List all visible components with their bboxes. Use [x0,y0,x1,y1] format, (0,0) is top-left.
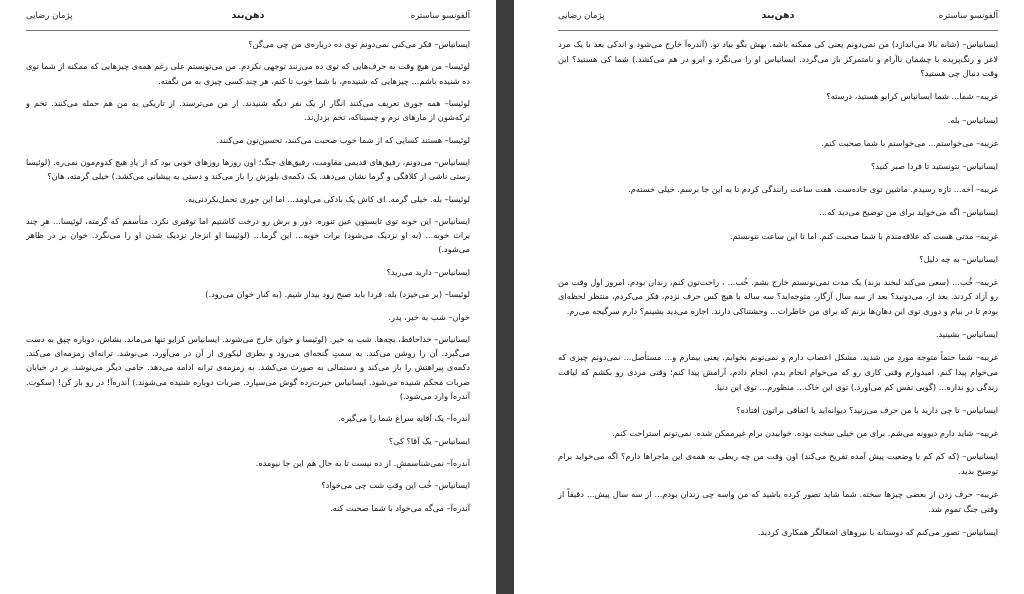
paragraph: ایسانیاس– نتونستید تا فردا صبر کنید؟ [870,160,998,171]
paragraph: لوئیسا– هستند کسایی که از شما خوب صحبت می‌کنند، تحسین‌تون می‌کنند. [216,134,470,145]
paragraph: ایسانیاس– بشینید. [935,329,998,340]
header-rule [26,30,470,31]
paragraph: آندره‌آ– می‌گه می‌خواد با شما صحبت کنه. [330,502,470,513]
paragraph: آندره‌آ– یک آقایه سراغ شما را می‌گیره. [338,413,470,424]
paragraph: ایسانیاس– خُب این وقتِ شب چی می‌خواد؟ [321,480,470,491]
paragraph: غریبه– شاید دارم دیوونه می‌شم. برای من خیلی سخت بوده. خوابیدن برام غیرممکن شده. نمی‌تونم استراحت کنم. [612,428,998,438]
header-rule [558,30,998,31]
paragraph: لوئیسا– (بر می‌خیزد) بله. فردا باید صبح زود بیدار شیم. (به کنار خوان می‌رود.) [205,289,470,300]
left-page [0,0,496,594]
page-header [558,0,998,30]
paragraph: ایسانیاس– (که کم کم با وضعیت پیش آمده تفریح می‌کند) اون وقت من چه ربطی به همه‌ی این ماجراها دارم؟ اگه می‌خواید برام توضیح بدید. [558,451,998,476]
header-translator: پژمان رضایی [26,11,73,21]
paragraph: ایسانیاس– خداحافظ، بچه‌ها. شب به خیر. (لوئیسا و خوان خارج می‌شوند. ایسانیاس کرایو تنها می‌ماند. بشاش، دوباره چپق به دست می‌گیرد. آن را روشن می‌کند. به سمتِ گنجه‌ای می‌رود و بطری لیکوری از آن در می‌آورد. می‌نوشد. ترانه‌ای زمزمه‌ای می‌کند. دکمه‌ی پیراهنش را باز می‌کند و دستمالی به صورت می‌کشد. به زمزمه‌ی ترانه ادامه می‌دهد. جامی دیگر می‌نوشد. بر در خیابان ضربات محکم شنیده می‌شود. ایسانیاس حیرت‌زده گوش می‌سپارد. ضربات دوباره شنیده می‌شوند.) آندره‌آ! در رو باز کن! (سکوت. آندره‌آ وارد می‌شود.) [26,333,470,401]
paragraph: ایسانیاس– به چه دلیل؟ [919,253,998,264]
paragraph: غریبه– حرف زدن از بعضی چیزها سخته. شما شاید تصور کرده باشید که من واسه چی زندان بودم... از سه سال پیش... دقیقاً از وقتی جنگ تموم شد. [558,488,998,514]
right-page [514,0,1024,594]
paragraph: غریبه– شما حتماً متوجه موردِ من شدید. مشکل اعصاب دارم و نمی‌تونم بخوابم. یعنی بیمارم و... مستأصل... نمی‌دونم چیزی که می‌خوام پیدا کنم. امیدوارم وقتی کاری رو که می‌خوام انجام بدم، انجام دادم، آرامش پیدا کنم؛ وقتی مردی رو بکشم که لیاقت زندگی رو نداره... (گویی نفس کم می‌آورد.) توی این خاک... منظورم... توی این دنیا. [558,352,998,392]
paragraph: ایسانیاس– اگه می‌خواید برای من توضیح می‌دید که... [819,207,998,218]
header-title: دهن‌بند [761,10,795,21]
paragraph: ایسانیاس– بله. [947,114,998,125]
header-author: آلفونسو ساستره [938,11,998,21]
page-body [26,37,470,515]
paragraph: غریبه– می‌خواستم... می‌خواستم با شما صحبت کنم. [821,137,998,148]
paragraph: ایسانیاس– تصور می‌کنم که دوستانه با نیروهای اشغالگر همکاری کردید. [757,526,998,537]
page-gutter [496,0,514,594]
paragraph: ایسانیاس– این خونه توی تابستون عین تنوره. دور و برش رو درخت کاشتیم اما توفیری نکرد. متأسفم که گرمته، لوئیسا... هر چند برات خوبه... (به او نزدیک می‌شود) برات خوبه... این گرما... (لوئیسا او انزجار نزدیک شدن او را می‌نگرد. خوان بر در ظاهر می‌شود.) [26,215,470,255]
header-author: آلفونسو ساستره [410,11,470,21]
paragraph: ایسانیاس– (شانه بالا می‌اندازد) من نمی‌دونم یعنی کی ممکنه باشه. بهش بگو بیاد تو. (آندره‌آ خارج می‌شود و اندکی بعد با یک مرد لاغر و رنگ‌پریده با چشمان ناآرام و نامتمرکز باز می‌گردد. ایسانیاس او را می‌نگرد و ابرو در هم می‌کشد.) شما کی هستید؟ این وقت دنبال چی هستید؟ [558,39,998,79]
paragraph: لوئیسا– همه جوری تعریف می‌کنند انگار از یک نفر دیگه شنیدند. از من می‌ترسند. از تاریکی به من هم حمله می‌کنند. تخم و ترکه‌شون از مارهای نرم و چسبناکه، تخم بزدل‌ند. [26,97,470,123]
paragraph: غریبه– آخه... تازه رسیدم. ماشین توی جاده‌ست. هفت ساعت رانندگی کردم تا به این جا برسم. خیلی خسته‌م. [628,184,998,195]
page-body [558,37,998,539]
paragraph: خوان– شب به خیر، پدر. [388,311,470,322]
paragraph: غریبه– شما... شما ایسانیاس کرایو هستید، درسته؟ [826,91,998,102]
header-translator: پژمان رضایی [558,11,605,21]
paragraph: غریبه– خُب... (سعی می‌کند لبخند بزند) یک مدت نمی‌تونستم خارج بشم. خُب... ، راحت‌تون کنم، زندان بودم. امروز اول وقت من رو آزاد کردند. بعد از، می‌دونید؟ بعد از سه سال آزگار، متوجه‌اید؟ سه ساله با هیچ کس حرف نزدم، فکر می‌کردم، منتظر لحظه‌ای بودم تا در بیام و دوری توی این دهان‌ها بزنم که برای من خاطرات... وحشتناکی دارند. اجازه می‌دید بشینم؟ دارم سرگیجه می‌رم. [558,276,998,317]
paragraph: لوئیسا– من هیچ وقت به حرف‌هایی که توی ده می‌زنند توجهی نکردم. من می‌تونستم علی رغم همه‌ی چیزهایی که ممکنه از شما توی ده شنیده باشم... چیزهایی که شنیده‌م، با شما خوب تا کنم، هر چند کسی چیزی به من نگفته. [26,61,470,86]
paragraph: ایسانیاس– فکر می‌کنی نمی‌دونم توی ده درباره‌ی من چی می‌گن؟ [248,39,470,49]
header-title: دهن‌بند [231,10,265,21]
paragraph: ایسانیاس– دارید می‌رید؟ [386,266,470,277]
page-header [26,0,470,30]
paragraph: ایسانیاس– می‌دونم، رفیق‌های قدیمی مقاومت، رفیق‌های جنگ؛ اون روزها روزهای خوبی بود که از یادِ هیچ کدوم‌مون نمی‌ره. (لوئیسا زستی ناشی از کلافگی و گرما نشان می‌دهد. یک دکمه‌ی بلوزش را باز می‌کند و دستی به پیشانی می‌کشد.) خیلی گرمته، هان؟ [26,156,470,182]
paragraph: ایسانیاس– تا چی دارید با من حرف می‌زنید؟ دیوانه‌اید یا اتفاقی براتون افتاده؟ [736,404,998,415]
paragraph: آندره‌آ– نمی‌شناسمش. از ده نیست تا به حال هم این جا نیومده. [255,457,470,468]
paragraph: ایسانیاس– یک آقا؟ کی؟ [388,435,470,446]
paragraph: لوئیسا– بله. خیلی گرمه. ای کاش یک بادکی می‌اومد... اما این جوری تحمل‌نکردنی‌یه. [185,193,470,204]
paragraph: غریبه– مدتی هست که علاقه‌مندم با شما صحبت کنم. اما تا این ساعت نتونستم. [729,230,998,241]
